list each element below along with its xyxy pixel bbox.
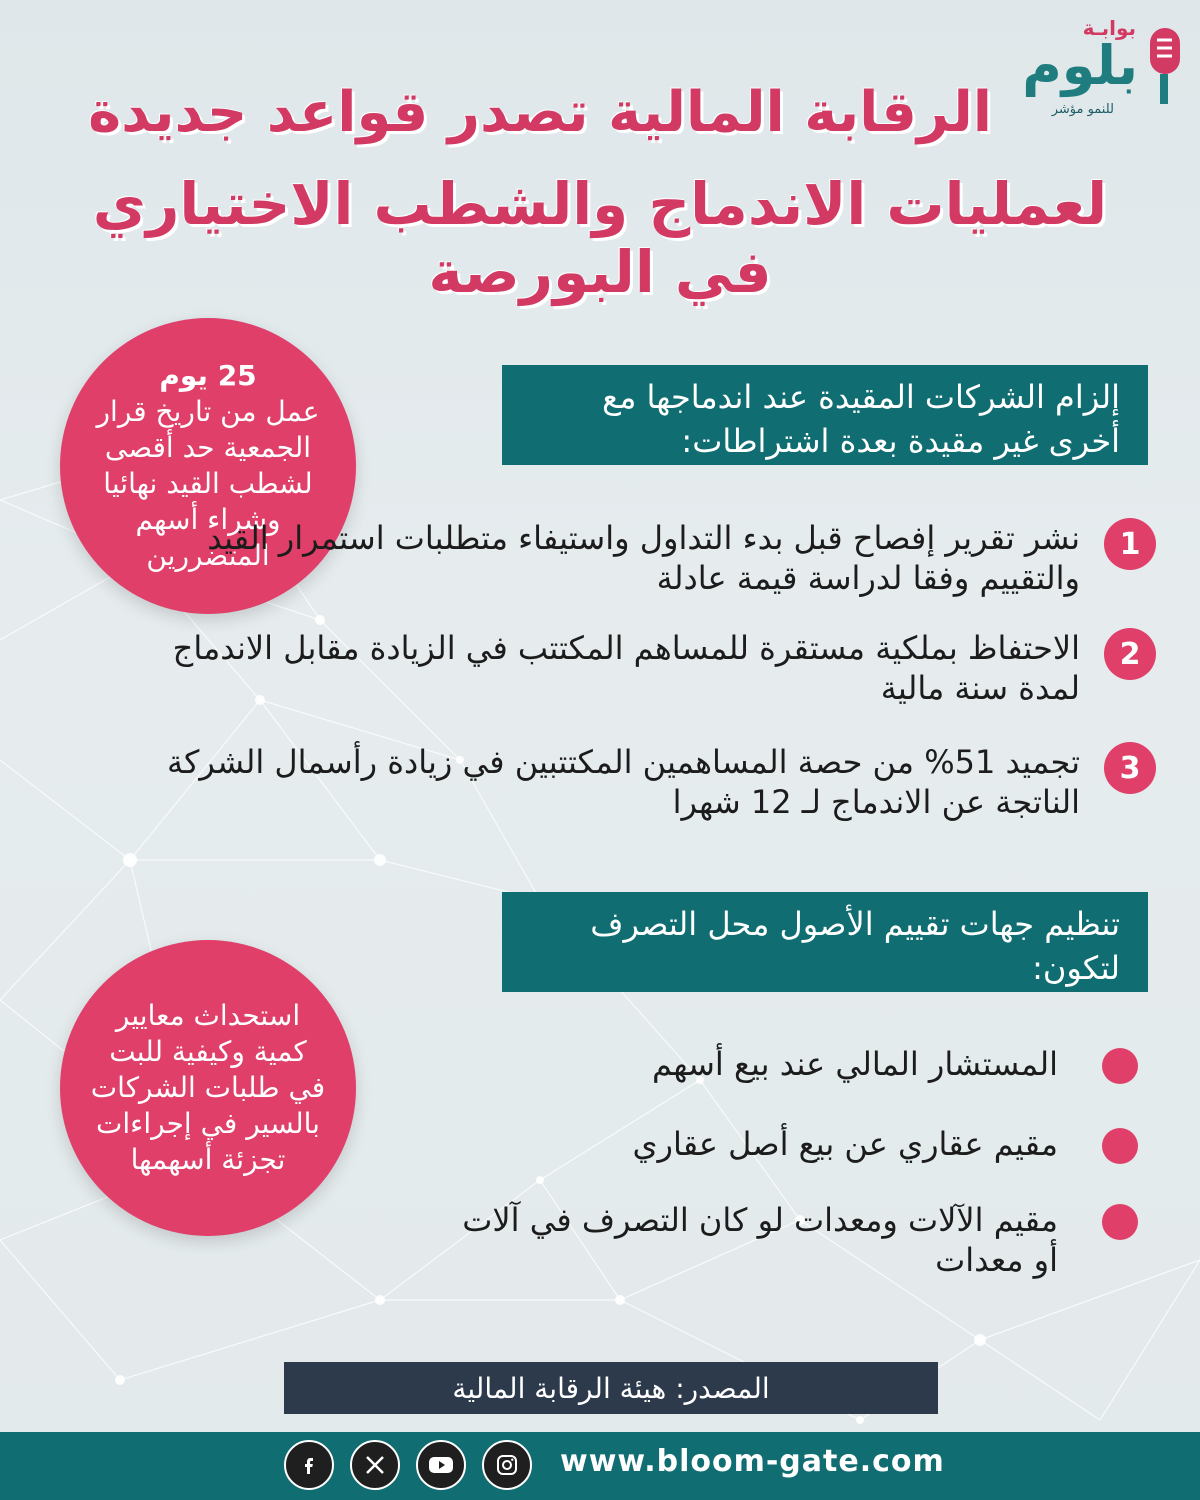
item-number-badge: 2 [1104,628,1156,680]
youtube-icon[interactable] [416,1440,466,1490]
bullet-dot-icon [1102,1204,1138,1240]
item-text: تجميد 51% من حصة المساهمين المكتتبين في زيادة رأسمال الشركة الناتجة عن الاندماج لـ 12 شهرا [167,743,1080,821]
logo-brand-text: بلوم [1022,34,1138,97]
item-number-badge: 3 [1104,742,1156,794]
x-icon[interactable] [350,1440,400,1490]
footer-bar [0,1432,1200,1500]
page-title-line-2: لعمليات الاندماج والشطب الاختياري في البورصة [92,170,1108,306]
list-item [438,1124,1138,1164]
list-item [156,628,1156,708]
instagram-icon[interactable] [482,1440,532,1490]
item-text: الاحتفاظ بملكية مستقرة للمساهم المكتتب في الزيادة مقابل الاندماج لمدة سنة مالية [172,629,1080,707]
facebook-icon[interactable] [284,1440,334,1490]
website-link[interactable]: www.bloom-gate.com [560,1444,945,1479]
microphone-icon [1142,26,1186,106]
list-item [438,1200,1138,1280]
highlight-circle-stock-split [60,940,356,1236]
bullet-dot-icon [1102,1128,1138,1164]
circle-highlight-days: 25 يوم [159,359,257,392]
logo-tagline: للنمو مؤشر [1051,102,1114,117]
list-item [156,742,1156,822]
item-number-badge: 1 [1104,518,1156,570]
list-item [156,518,1156,598]
section-header-merger-conditions: إلزام الشركات المقيدة عند اندماجها مع أخرى غير مقيدة بعدة اشتراطات: [502,365,1148,465]
page-title-line-1: الرقابة المالية تصدر قواعد جديدة [88,80,992,145]
circle-text: استحداث معايير كمية وكيفية للبت في طلبات الشركات بالسير في إجراءات تجزئة أسهمها [90,999,326,1176]
logo-portal-text: بوابـة [1082,16,1136,40]
item-text: المستشار المالي عند بيع أسهم [652,1045,1058,1083]
circle-text: عمل من تاريخ قرار الجمعية حد أقصى لشطب القيد نهائيا وشراء أسهم المتضررين [96,395,320,572]
list-item [438,1044,1138,1084]
section-header-valuation-bodies: تنظيم جهات تقييم الأصول محل التصرف لتكون: [502,892,1148,992]
item-text: مقيم عقاري عن بيع أصل عقاري [632,1125,1058,1163]
item-text: نشر تقرير إفصاح قبل بدء التداول واستيفاء متطلبات استمرار القيد والتقييم وفقا لدراسة قيمة عادلة [207,519,1080,597]
source-label: المصدر: هيئة الرقابة المالية [284,1362,938,1414]
item-text: مقيم الآلات ومعدات لو كان التصرف في آلات أو معدات [462,1201,1058,1279]
bullet-dot-icon [1102,1048,1138,1084]
